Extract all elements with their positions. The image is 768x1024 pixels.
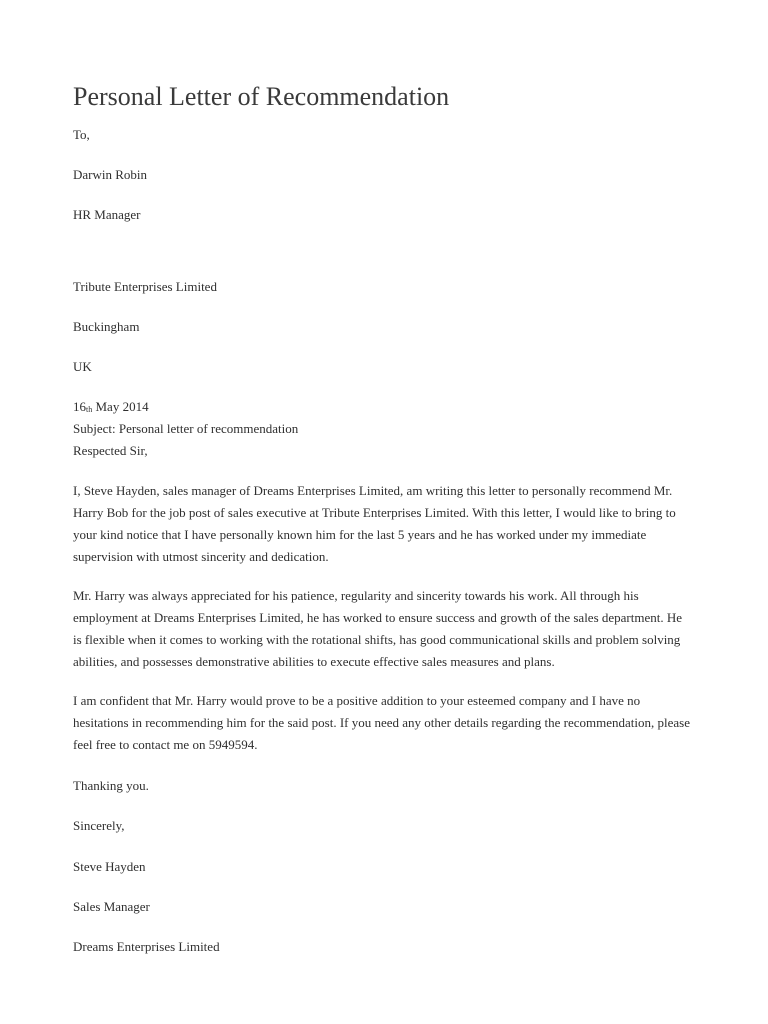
body-paragraph-3: I am confident that Mr. Harry would prove to be a positive addition to your esteemed company and I have no hesitations in recommending him for the said post. If you need any other details regarding the recommendation, please feel free to contact me on 5949594.	[73, 693, 690, 752]
body-paragraph-1: I, Steve Hayden, sales manager of Dreams Enterprises Limited, am writing this letter to personally recommend Mr. Harry Bob for the job post of sales executive at Tribute Enterprises Limited. With this letter, I would like to bring to your kind notice that I have personally known him for the last 5 years and he has worked under my immediate supervision with utmost sincerity and dedication.	[73, 483, 676, 564]
greeting: Respected Sir,	[73, 443, 148, 458]
document-title: Personal Letter of Recommendation	[73, 82, 450, 111]
subject-line: Subject: Personal letter of recommendation	[73, 421, 299, 436]
letter-date	[73, 399, 149, 417]
closing-thanks: Thanking you.	[73, 778, 149, 793]
recipient-company: Tribute Enterprises Limited	[73, 279, 217, 294]
sender-name: Steve Hayden	[73, 859, 146, 874]
recipient-position: HR Manager	[73, 207, 141, 222]
closing-signoff: Sincerely,	[73, 818, 125, 833]
recipient-name: Darwin Robin	[73, 167, 148, 182]
date-rest: May 2014	[92, 399, 149, 414]
salutation-to: To,	[73, 127, 90, 142]
sender-position: Sales Manager	[73, 899, 150, 914]
sender-company: Dreams Enterprises Limited	[73, 939, 220, 954]
date-ordinal: th	[86, 405, 93, 414]
recipient-country: UK	[73, 359, 92, 374]
body-paragraph-2: Mr. Harry was always appreciated for his patience, regularity and sincerity towards his work. All through his employment at Dreams Enterprises Limited, he has worked to ensure success and growth of the sales department. He is flexible when it comes to working with the rotational shifts, has good communicational skills and problem solving abilities, and possesses demonstrative abilities to execute effective sales measures and plans.	[73, 588, 683, 669]
recipient-city: Buckingham	[73, 319, 140, 334]
date-day: 16	[73, 399, 86, 414]
